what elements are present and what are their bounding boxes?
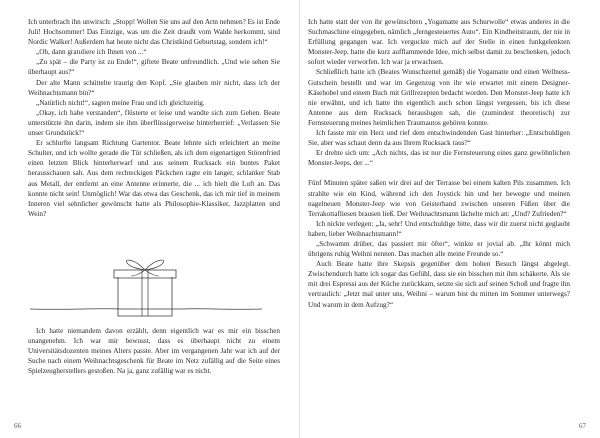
right-text xyxy=(308,17,570,310)
right-page xyxy=(300,0,600,438)
paragraph: Ich unterbrach ihn unwirsch: „Stopp! Wollen Sie uns auf den Arm nehmen? Es ist Ende Juli! Hochsommer! Das Einzige, was um die Zeit draußt vom Walde herkommt, sind Nordic Walker! Außerdem hat heute nicht das Christkind Geburtstag, sondern ich!“ xyxy=(28,18,280,47)
left-text-bottom xyxy=(28,326,280,376)
paragraph: „Schwamm drüber, das passiert mir öfter“, winkte er jovial ab. „Ihr könnt mich übrigens ruhig Weihni nennen. Das machen alle meine Freunde so.“ xyxy=(308,239,570,259)
left-text-top xyxy=(28,17,280,219)
page-number: 67 xyxy=(579,422,586,430)
paragraph: Er drehte sich um: „Ach nichts, das ist nur die Fernsteuerung eines ganz gewöhnlichen Monster-Jeeps, der ...“ xyxy=(308,149,570,168)
paragraph: Der alte Mann schüttelte traurig den Kopf. „Sie glauben mir nicht, dass ich der Weihnachtsmann bin?“ xyxy=(28,78,280,97)
paragraph: „Natürlich nicht!“, sagten meine Frau und ich gleichzeitig. xyxy=(36,98,205,107)
paragraph: Fünf Minuten später saßen wir drei auf der Terrasse bei einem kalten Pils zusammen. Ich strahlte wie ein Kind, während ich den Joystick hin und her bewegte und meinen nagelneuen Monster-Jeep wie von Geisterhand zwischen unseren Füßen über die Terrakottafliesen brausen ließ. Der Weihnachtsmann lächelte mich an: „Und? Zufrieden?“ xyxy=(308,179,570,218)
page-number: 66 xyxy=(14,422,21,430)
paragraph: Ich hatte statt der von ihr gewünschten „Yogamatte aus Schurwolle“ etwas anderes in die Suchmaschine eingegeben, nämlich „ferngesteuertes Auto“. Ein Kindheitstraum, der nie in Erfüllung gegangen war. Ich verguckte mich auf der Stelle in einen funkgelenkten Monster-Jeep, hatte die kurz aufflammende Idee, mich selbst damit zu beschenken, jedoch sofort wieder verworfen. Ich war ja erwachsen. xyxy=(308,18,570,67)
paragraph: Ich hatte niemandem davon erzählt, denn eigentlich war es mir ein bisschen unangenehm. Ich war mir bewusst, dass es überhaupt nicht zu einem Universitätsdozenten meines Alters passte. Aber im vergangenen Jahr war ich auf der Suche nach einem Weihnachtsgeschenk für Beate im Netz zufällig auf die Seite eines Spielzeugherstellers gestoßen. Na ja, ganz zufällig war es nicht. xyxy=(28,327,280,376)
paragraph: Er schlurfte langsam Richtung Gartentor. Beate lehnte sich erleichtert an meine Schulter, und ich wollte gerade die Tür schließen, als ich dem eigenartigen Störenfried einen letzten Blick hinterherwarf und aus seinem Rucksack ein buntes Paket herausschauen sah. Aus dem rechteckigen Päckchen ragte ein langer, schlanker Stab aus Metall, der entfernt an eine Antenne erinnerte, die ... ich hielt die Luft an. Das konnte nicht sein! Unmöglich! War das etwa das Geschenk, das ich mir tief in meinem Inneren viel sehnlicher gewünscht hatte als Philosophie-Klassiker, Jazzplatten und Wein? xyxy=(28,139,280,218)
paragraph: Ich nickte verlegen: „Ja, sehr! Und entschuldige bitte, dass wir dir zuerst nicht geglaubt haben, lieber Weihnachtsmann!“ xyxy=(308,219,570,238)
paragraph: Schließlich hatte ich (Beates Wunschzettel gemäß) die Yogamatte und einen Wellness-Gutschein bestellt und war im Gegenzug von ihr wie erwartet mit einem Designer-Käsehobel und einem Buch mit Grillrezepten bedacht worden. Den Monster-Jeep hatte ich nie erwähnt, und ich hatte ihn eigentlich auch schon längst vergessen, bis ich diese Antenne aus dem Rucksack herauslugen sah, die (zumindest theoretisch) zur Fernsteuerung meines heimlichen Traumautos gehören konnte. xyxy=(308,68,570,127)
paragraph: Auch Beate hatte ihre Skepsis gegenüber dem hohen Besuch längst abgelegt. Zwischendurch hatte ich sogar das Gefühl, dass sie ein bisschen mit ihm schäkerte. Als sie mit drei Espressi aus der Küche zurückkam, setzte sie sich auf seinen Schoß und fragte ihn vertraulich: „Jetzt mal unter uns, Weihni – warum bist du mitten im Sommer unterwegs? Und warum in dem Aufzug?“ xyxy=(308,260,570,309)
paragraph: „Zu spät – die Party ist zu Ende!“, giftete Beate unfreundlich. „Und wie sehen Sie überhaupt aus?“ xyxy=(28,58,280,77)
paragraph: „Okay, ich habe verstanden“, flüsterte er leise und wandte sich zum Gehen. Beate unterstützte ihn darin, indem sie ihm überflüssigerweise hinterherrief: „Verlassen Sie unser Grundstück!“ xyxy=(28,108,280,138)
gift-box-icon xyxy=(0,252,300,324)
paragraph: Ich fasste mir ein Herz und rief dem entschwindenden Gast hinterher: „Entschuldigen Sie, aber was schaut denn da aus Ihrem Rucksack raus?“ xyxy=(308,129,570,148)
paragraph: „Oh, dann gratuliere ich Ihnen von ...“ xyxy=(36,48,147,57)
